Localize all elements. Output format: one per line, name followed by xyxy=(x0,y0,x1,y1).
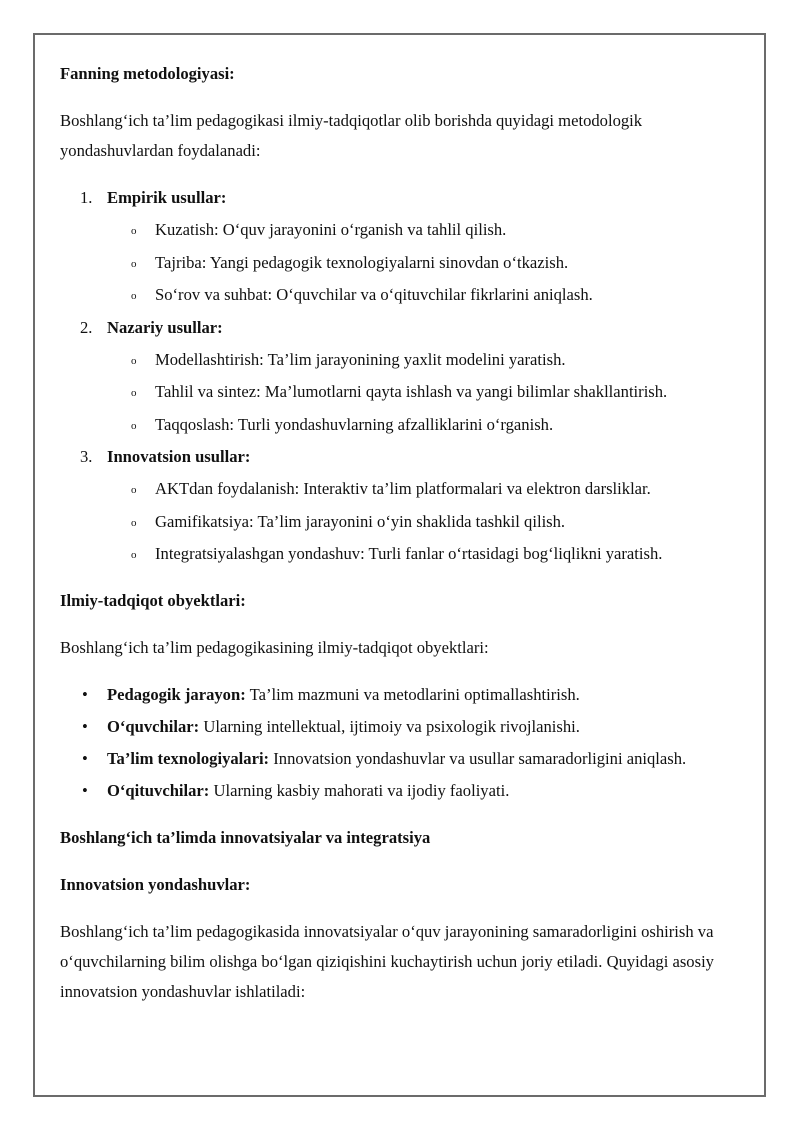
item-text: Ularning intellektual, ijtimoiy va psixologik rivojlanishi. xyxy=(203,717,580,736)
list-item xyxy=(60,776,745,806)
method-item xyxy=(60,183,745,310)
list-item xyxy=(107,280,745,310)
list-item xyxy=(107,539,745,569)
bullet-icon: • xyxy=(82,685,88,704)
item-term: Ta’lim texnologiyalari: xyxy=(107,749,270,768)
list-item-text: Tahlil va sintez: Ma’lumotlarni qayta ishlash va yangi bilimlar shakllantirish. xyxy=(155,382,668,401)
section-heading-research-objects: Ilmiy-tadqiqot obyektlari: xyxy=(60,591,246,610)
section-heading-methodology: Fanning metodologiyasi: xyxy=(60,64,235,83)
circle-bullet-icon: o xyxy=(131,516,137,529)
list-item xyxy=(107,248,745,278)
list-item-text: AKTdan foydalanish: Interaktiv ta’lim platformalari va elektron darsliklar. xyxy=(155,479,651,498)
bullet-icon: • xyxy=(82,717,88,736)
circle-bullet-icon: o xyxy=(131,419,137,432)
circle-bullet-icon: o xyxy=(131,387,137,399)
section-heading-innovations: Boshlang‘ich ta’limda innovatsiyalar va integratsiya xyxy=(60,828,431,847)
research-objects-list xyxy=(60,680,745,806)
list-item-text: So‘rov va suhbat: O‘quvchilar va o‘qituvchilar fikrlarini aniqlash. xyxy=(155,285,593,304)
item-term: O‘quvchilar: xyxy=(107,717,200,736)
circle-bullet-icon: o xyxy=(131,549,137,561)
method-sublist xyxy=(107,474,745,569)
circle-bullet-icon: o xyxy=(131,290,137,302)
method-sublist xyxy=(107,345,745,440)
document-page xyxy=(33,33,766,1097)
list-item xyxy=(107,410,745,440)
list-item-text: Tajriba: Yangi pedagogik texnologiyalarni sinovdan o‘tkazish. xyxy=(155,252,569,272)
item-text: Innovatsion yondashuvlar va usullar samaradorligini aniqlash. xyxy=(273,749,687,768)
method-item xyxy=(60,313,745,440)
list-item-text: Taqqoslash: Turli yondashuvlarning afzalliklarini o‘rganish. xyxy=(155,414,554,434)
research-objects-intro: Boshlang‘ich ta’lim pedagogikasining ilmiy-tadqiqot obyektlari: xyxy=(60,638,489,657)
list-item xyxy=(60,712,745,742)
item-text: Ularning kasbiy mahorati va ijodiy faoliyati. xyxy=(213,781,510,800)
list-item xyxy=(107,215,745,245)
list-number: 3. xyxy=(80,447,93,466)
list-item-text: Kuzatish: O‘quv jarayonini o‘rganish va tahlil qilish. xyxy=(155,220,507,239)
list-item-text: Integratsiyalashgan yondashuv: Turli fanlar o‘rtasidagi bog‘liqlikni yaratish. xyxy=(155,544,663,563)
list-item xyxy=(107,345,745,375)
list-item xyxy=(60,680,745,710)
method-title: Empirik usullar: xyxy=(107,188,227,207)
item-text: Ta’lim mazmuni va metodlarini optimallashtirish. xyxy=(249,685,580,704)
circle-bullet-icon: o xyxy=(131,257,137,270)
bullet-icon: • xyxy=(82,749,88,768)
bullet-icon: • xyxy=(82,781,88,800)
list-item xyxy=(107,377,745,407)
list-item xyxy=(107,474,745,504)
method-sublist xyxy=(107,215,745,310)
list-item-text: Gamifikatsiya: Ta’lim jarayonini o‘yin shaklida tashkil qilish. xyxy=(155,511,566,531)
item-term: O‘qituvchilar: xyxy=(107,781,210,800)
list-number: 2. xyxy=(80,317,93,337)
circle-bullet-icon: o xyxy=(131,484,137,496)
document-content xyxy=(60,59,745,1024)
innovative-approaches-body: Boshlang‘ich ta’lim pedagogikasida innovatsiyalar o‘quv jarayonining samaradorligini oshirish va o‘quvchilarning bilim olishga bo‘lgan qiziqishini kuchaytirish uchun joriy etiladi. Quyidagi asosiy innovatsion yondashuvlar ishlatiladi: xyxy=(60,922,714,1001)
method-item xyxy=(60,442,745,569)
section-heading-innovative-approaches: Innovatsion yondashuvlar: xyxy=(60,875,251,894)
list-item-text: Modellashtirish: Ta’lim jarayonining yaxlit modelini yaratish. xyxy=(155,349,566,369)
methods-list xyxy=(60,183,745,569)
methodology-intro: Boshlang‘ich ta’lim pedagogikasi ilmiy-tadqiqotlar olib borishda quyidagi metodologik yondashuvlardan foydalanadi: xyxy=(60,111,643,160)
circle-bullet-icon: o xyxy=(131,354,137,367)
item-term: Pedagogik jarayon: xyxy=(107,685,246,704)
circle-bullet-icon: o xyxy=(131,225,137,237)
list-item xyxy=(60,744,745,774)
method-title: Nazariy usullar: xyxy=(107,317,223,337)
list-number: 1. xyxy=(80,188,93,207)
method-title: Innovatsion usullar: xyxy=(107,447,251,466)
list-item xyxy=(107,507,745,537)
